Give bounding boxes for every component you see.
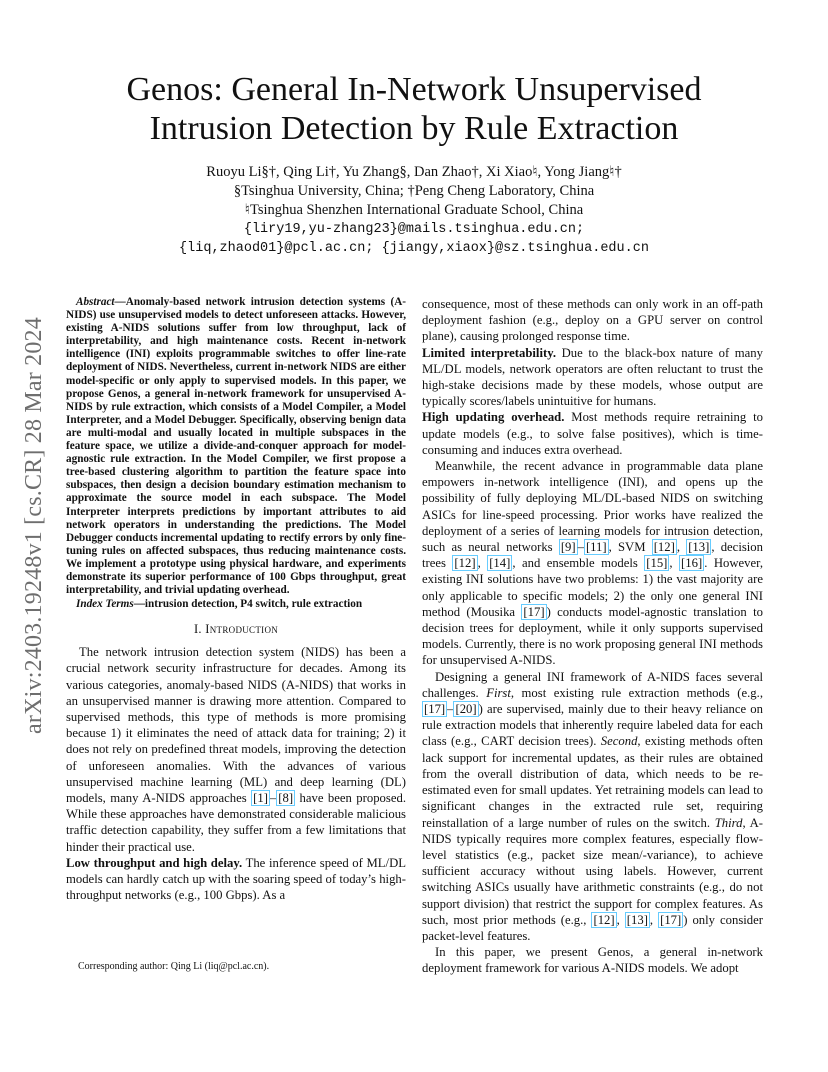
author-names: Ruoyu Li§†, Qing Li†, Yu Zhang§, Dan Zhao†, Xi Xiao♮, Yong Jiang♮† — [206, 164, 622, 180]
text-run: Meanwhile, the recent advance in programmable data plane empowers in-network intelligence (INI), and opens up the possibility of fully deploying ML/DL-based NIDS on switching ASICs for line-speed processing. Prior works have realized the deployment of a series of learning models for intrusion detection, such as neural networks — [422, 459, 763, 555]
genos-paragraph: In this paper, we present Genos, a general in-network deployment framework for various A-NIDS models. We adopt — [422, 945, 763, 976]
author-block — [80, 163, 748, 258]
text-run: ) conducts model-agnostic translation to decision trees for deployment, while it only supports supervised models. Currently, there is no work proposing general INI methods for unsupervised A-NIDS. — [422, 604, 763, 668]
index-terms-label: Index Terms — [76, 598, 134, 611]
text-run: Most methods require retraining to update models (e.g., to solve false positives), which is time-consuming and induces extra overhead. — [422, 410, 763, 457]
citation-link[interactable]: [17] — [523, 604, 545, 619]
title-line-1: Genos: General In-Network Unsupervised — [126, 71, 702, 108]
citation-link[interactable]: [14] — [489, 556, 511, 571]
citation-link[interactable]: [15] — [646, 556, 668, 571]
citation-link[interactable]: [12] — [653, 540, 675, 555]
text-run: Designing a general INI framework of A-NIDS faces several challenges. — [422, 669, 763, 700]
abstract — [66, 296, 406, 597]
text-run: – — [447, 702, 454, 717]
title-line-2: Intrusion Detection by Rule Extraction — [149, 110, 679, 147]
citation-link[interactable]: [11] — [585, 540, 607, 555]
intro-paragraph-2 — [66, 855, 406, 904]
abstract-label: Abstract — [76, 296, 115, 308]
emphasis: Third — [714, 815, 743, 830]
text-run: have been proposed. While these approaches have demonstrated considerable malicious traffic detection capability, they suffer from a few limitations that hinder their practical use. — [66, 791, 406, 854]
high-updating-overhead-paragraph — [422, 409, 763, 458]
challenges-paragraph — [422, 669, 763, 944]
index-terms — [66, 598, 406, 611]
abstract-text: —Anomaly-based network intrusion detection systems (A-NIDS) use unsupervised models to detect unforeseen attacks. However, existing A-NIDS solutions suffer from low throughput, lack of interpretability, and high maintenance costs. Recent in-network intelligence (INI) exploits programmable switches to offer line-rate deployment of NIDS. Nevertheless, current in-network NIDS are either model-specific or only apply to supervised models. In this paper, we propose Genos, a general in-network framework for unsupervised A-NIDS by rule extraction, which consists of a Model Compiler, a Model Interpreter, and a Model Debugger. Specifically, observing benign data are multi-modal and usually located in multiple subspaces in the feature space, we utilize a divide-and-conquer approach for model-agnostic rule extraction. In the Model Compiler, we first propose a tree-based clustering algorithm to partition the feature space into subspaces, then design a decision boundary estimation mechanism to approximate the source model in each subspace. The Model Interpreter interprets predictions by important attributes to aid network operators in understanding the predictions. The Model Debugger conducts incremental updating to rectify errors by only fine-tuning rules on affected subspaces, thus reducing maintenance costs. We implement a prototype using physical hardware, and experiments demonstrate its superior performance of 100 Gbps throughput, great interpretability, and trivial updating overhead. — [66, 296, 406, 597]
citation-link[interactable]: [12] — [454, 556, 476, 571]
text-run: , — [616, 912, 625, 927]
paper-title — [80, 70, 748, 148]
citation-link[interactable]: [17] — [660, 912, 682, 927]
text-run: , — [477, 556, 488, 571]
text-run: , SVM — [608, 540, 652, 555]
text-run: , — [649, 912, 659, 927]
footnote: Corresponding author: Qing Li (liq@pcl.ac.cn). — [78, 961, 270, 972]
citation-link[interactable]: [1] — [253, 791, 268, 806]
text-run: , — [676, 540, 687, 555]
citation-link[interactable]: [9] — [560, 540, 576, 555]
paragraph-heading: Low throughput and high delay. — [66, 855, 243, 870]
text-run: – — [577, 540, 584, 555]
citation-link[interactable]: [17] — [424, 702, 446, 717]
paragraph-continued: consequence, most of these methods can only work in an off-path deployment fashion (e.g., deploy on a GPU server on control plane), causing prolonged response time. — [422, 297, 763, 344]
section-heading — [66, 622, 406, 637]
text-run: ) only consider packet-level features. — [422, 912, 763, 943]
text-run: – — [269, 791, 277, 806]
emphasis: Second — [600, 734, 638, 749]
text-run: Due to the black-box nature of many ML/DL models, network operators are often reluctant to trust the high-stake decisions made by these models, whose output are typically scores/labels unintuitive for humans. — [422, 345, 763, 409]
intro-paragraph-1 — [66, 644, 406, 855]
index-terms-text: —intrusion detection, P4 switch, rule extraction — [133, 598, 363, 611]
text-run: ) are supervised, mainly due to their heavy reliance on rule extraction models that inherently require labeled data for each class (e.g., CART decision trees). — [422, 702, 763, 749]
section-number: I. — [193, 622, 202, 637]
affiliation-1: §Tsinghua University, China; †Peng Cheng Laboratory, China — [233, 183, 595, 199]
text-run: , most existing rule extraction methods (e.g., — [510, 685, 763, 700]
citation-link[interactable]: [8] — [278, 791, 294, 806]
arxiv-identifier-text: arXiv:2403.19248v1 [cs.CR] 28 Mar 2024 — [20, 316, 47, 734]
arxiv-identifier — [18, 280, 50, 770]
emphasis: First — [486, 685, 511, 700]
text-run: , — [669, 556, 680, 571]
text-run: The inference speed of ML/DL models can hardly catch up with the soaring speed of today’s high-throughput networks (e.g., 100 Gbps). As a — [66, 855, 406, 903]
citation-link[interactable]: [13] — [626, 912, 648, 927]
text-run: , existing methods often lack support for incremental updates, as their rules are obtained from the overall distribution of data, which needs to be re-estimated even for small updates. Yet retraining models can lead to significant changes in the extracted rule set, requiring reinstallation of a large number of rules on the switch. — [422, 734, 763, 830]
text-run: , and ensemble models — [512, 556, 645, 571]
email-line-2: {liq,zhaod01}@pcl.ac.cn; {jiangy,xiaox}@sz.tsinghua.edu.cn — [179, 241, 649, 256]
ini-paragraph — [422, 458, 763, 669]
email-line-1: {liry19,yu-zhang23}@mails.tsinghua.edu.cn; — [243, 222, 585, 237]
paragraph-heading: Limited interpretability. — [422, 345, 557, 360]
citation-link[interactable]: [12] — [593, 912, 615, 927]
citation-link[interactable]: [20] — [455, 702, 477, 717]
affiliation-2: ♮Tsinghua Shenzhen International Graduate School, China — [244, 202, 584, 218]
limited-interpretability-paragraph — [422, 345, 763, 410]
section-title: Introduction — [205, 622, 279, 637]
text-run: . However, existing INI solutions have two problems: 1) the vast majority are only applicable to specific models; 2) the only one general INI method (Mousika — [422, 556, 763, 619]
paragraph-heading: High updating overhead. — [422, 410, 565, 425]
text-run: , decision trees — [422, 540, 763, 571]
right-column — [422, 296, 763, 977]
text-run: , A-NIDS typically requires more complex features, especially flow-level statistics (e.g., packet size mean/-variance), to achieve sufficient accuracy without using labels. However, current switching ASICs usually have arithmetic constraints (e.g., do not support division) that restrict the support for complex features. As such, most prior methods (e.g., — [422, 815, 763, 927]
citation-link[interactable]: [16] — [681, 556, 703, 571]
left-column — [66, 296, 406, 904]
text-run: The network intrusion detection system (NIDS) has been a crucial network security infrastructure for decades. Among its various categories, anomaly-based NIDS (A-NIDS) that works in an unsupervised manner is drawing more attention. Compared to supervised methods, this type of methods is more promising because 1) it eliminates the need of attack data for training; 2) it does not rely on predefined threat models, improving the detection of unforeseen anomalies. With the advances of various unsupervised machine learning (ML) and deep learning (DL) models, many A-NIDS approaches — [66, 645, 406, 806]
citation-link[interactable]: [13] — [688, 540, 710, 555]
